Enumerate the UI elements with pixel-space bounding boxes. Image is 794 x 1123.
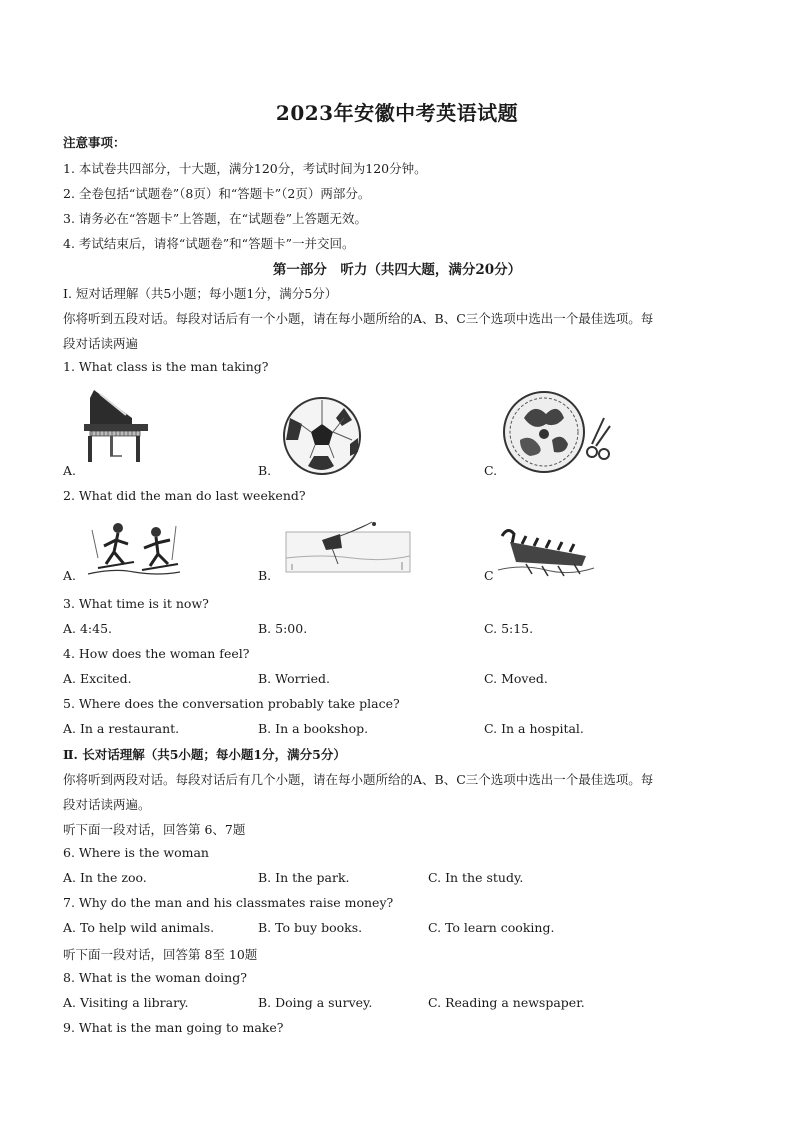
notice-item-1: 1. 本试卷共四部分，十大题，满分120分，考试时间为120分钟。: [63, 161, 427, 176]
question-4-option-c[interactable]: C. Moved.: [484, 671, 548, 686]
question-4-option-b[interactable]: B. Worried.: [258, 671, 330, 686]
part1-title: 第一部分 听力（共四大题，满分20分）: [272, 262, 522, 278]
section2-instructions-line1: 你将听到两段对话。每段对话后有几个小题，请在每小题所给的A、B、C三个选项中选出一个最佳选项。每: [63, 772, 654, 787]
section1-instructions-line2: 段对话读两遍: [63, 336, 139, 351]
question-3-option-c[interactable]: C. 5:15.: [484, 621, 534, 636]
question-1-option-b[interactable]: B.: [258, 463, 272, 478]
section1-instructions-line1: 你将听到五段对话。每段对话后有一个小题，请在每小题所给的A、B、C三个选项中选出一个最佳选项。每: [63, 311, 654, 326]
question-1-option-a[interactable]: A.: [63, 463, 77, 478]
question-6-stem: 6. Where is the woman: [63, 845, 209, 860]
question-8-stem: 8. What is the woman doing?: [63, 970, 247, 985]
question-3-stem: 3. What time is it now?: [63, 596, 209, 611]
question-3-option-a[interactable]: A. 4:45.: [63, 621, 113, 636]
question-4-option-a[interactable]: A. Excited.: [63, 671, 132, 686]
question-7-option-a[interactable]: A. To help wild animals.: [63, 920, 215, 935]
question-7-stem: 7. Why do the man and his classmates raise money?: [63, 895, 394, 910]
question-1-option-c[interactable]: C.: [484, 463, 498, 478]
question-2-option-c[interactable]: C: [484, 568, 494, 583]
question-5-stem: 5. Where does the conversation probably take place?: [63, 696, 400, 711]
question-6-option-a[interactable]: A. In the zoo.: [63, 870, 147, 885]
question-2-option-a[interactable]: A.: [63, 568, 77, 583]
question-8-option-c[interactable]: C. Reading a newspaper.: [428, 995, 585, 1010]
question-8-option-b[interactable]: B. Doing a survey.: [258, 995, 373, 1010]
piano-icon: [80, 384, 152, 466]
skiing-icon: [84, 518, 184, 580]
soccer-ball-icon: [280, 396, 364, 476]
question-3-option-b[interactable]: B. 5:00.: [258, 621, 308, 636]
paper-cutting-icon: [500, 388, 616, 478]
question-4-stem: 4. How does the woman feel?: [63, 646, 250, 661]
notice-item-2: 2. 全卷包括“试题卷”（8页）和“答题卡”（2页）两部分。: [63, 186, 371, 201]
section2-sub-instruction-1: 听下面一段对话，回答第 6、7题: [63, 822, 246, 837]
section1-heading: Ⅰ. 短对话理解（共5小题；每小题1分，满分5分）: [63, 286, 338, 301]
notice-heading: 注意事项：: [63, 135, 126, 150]
question-2-stem: 2. What did the man do last weekend?: [63, 488, 306, 503]
section2-sub-instruction-2: 听下面一段对话，回答第 8至 10题: [63, 947, 258, 962]
section2-instructions-line2: 段对话读两遍。: [63, 797, 151, 812]
question-7-option-c[interactable]: C. To learn cooking.: [428, 920, 555, 935]
question-2-option-b[interactable]: B.: [258, 568, 272, 583]
question-7-option-b[interactable]: B. To buy books.: [258, 920, 363, 935]
notice-item-3: 3. 请务必在“答题卡”上答题，在“试题卷”上答题无效。: [63, 211, 367, 226]
page-title: 2023年安徽中考英语试题: [275, 101, 519, 125]
question-9-stem: 9. What is the man going to make?: [63, 1020, 284, 1035]
question-5-option-c[interactable]: C. In a hospital.: [484, 721, 584, 736]
section2-heading: Ⅱ. 长对话理解（共5小题；每小题1分，满分5分）: [63, 747, 346, 762]
kite-flying-icon: [282, 518, 414, 578]
question-8-option-a[interactable]: A. Visiting a library.: [63, 995, 189, 1010]
question-1-stem: 1. What class is the man taking?: [63, 359, 269, 374]
question-6-option-c[interactable]: C. In the study.: [428, 870, 524, 885]
question-6-option-b[interactable]: B. In the park.: [258, 870, 350, 885]
notice-item-4: 4. 考试结束后，请将“试题卷”和“答题卡”一并交回。: [63, 236, 355, 251]
dragon-boat-icon: [496, 522, 596, 580]
question-5-option-a[interactable]: A. In a restaurant.: [63, 721, 180, 736]
question-5-option-b[interactable]: B. In a bookshop.: [258, 721, 369, 736]
